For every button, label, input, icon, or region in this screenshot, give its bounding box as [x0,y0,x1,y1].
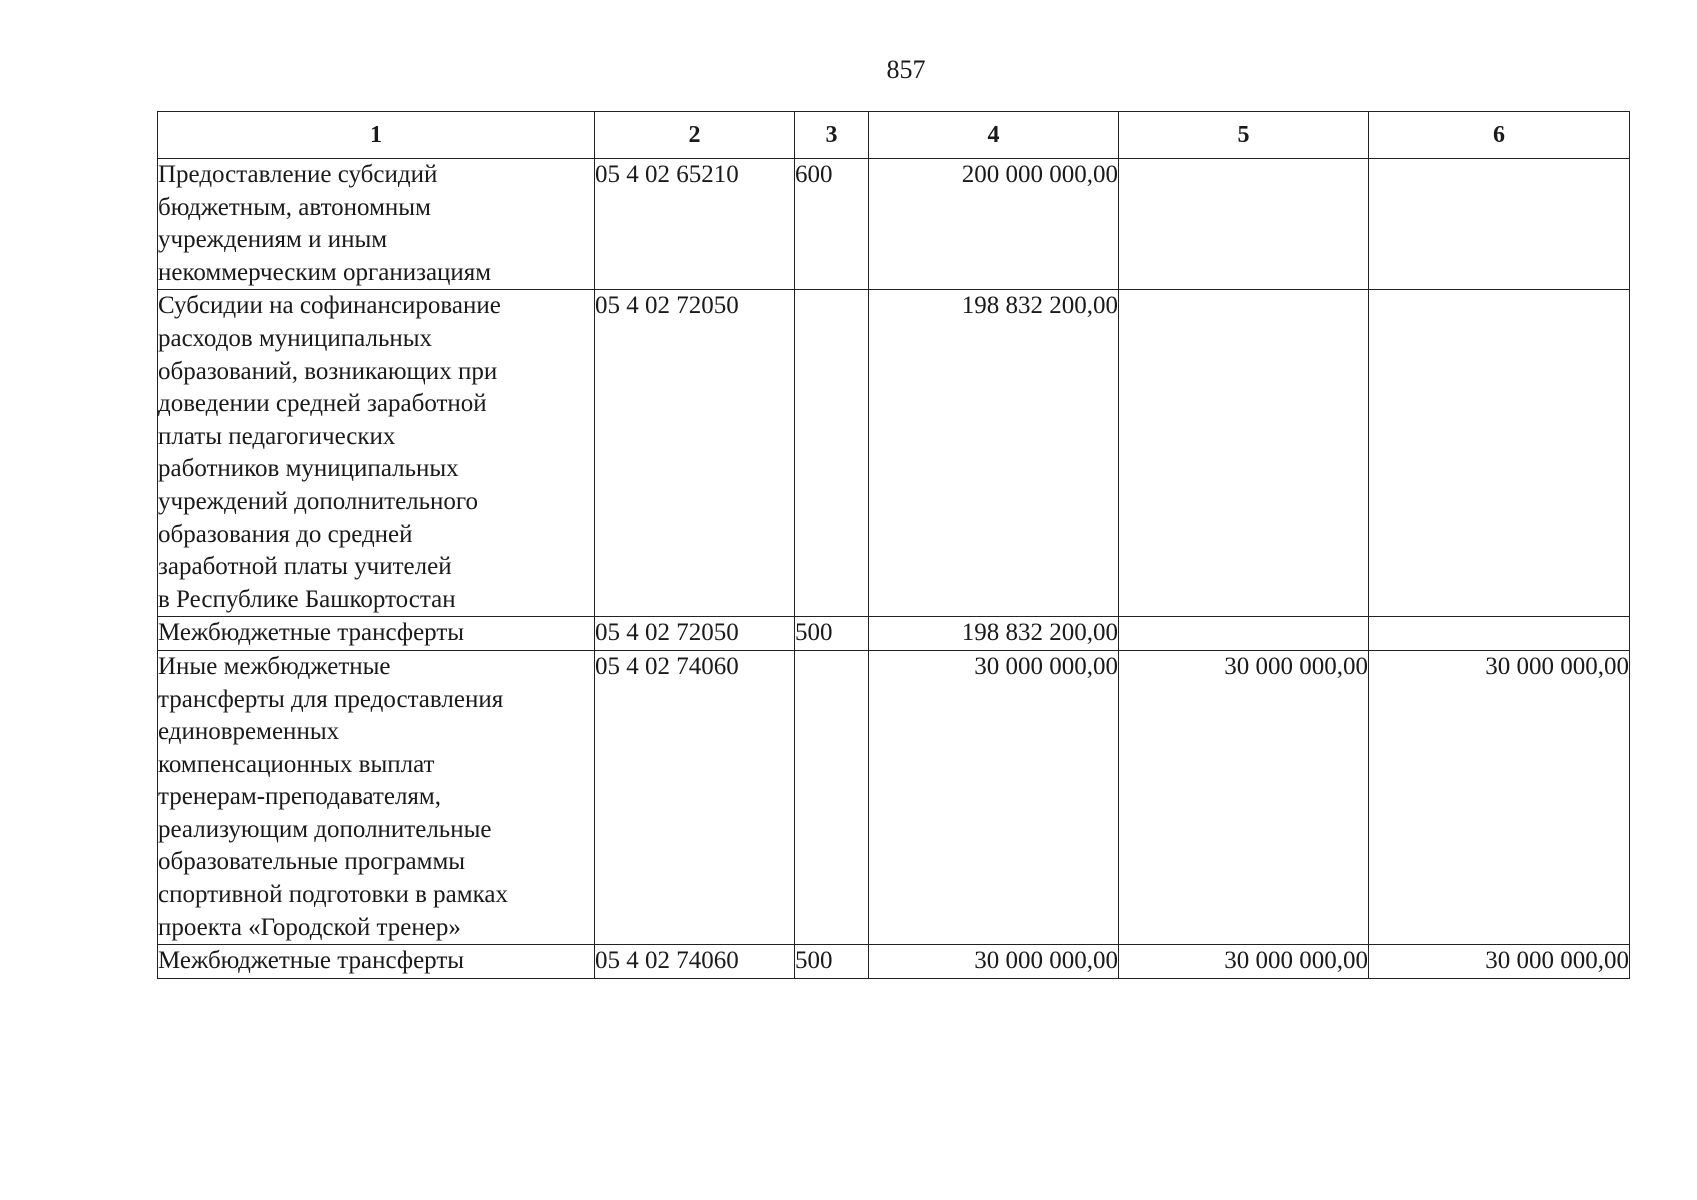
row-type: 500 [795,945,869,979]
row-name-line: бюджетным, автономным [158,193,431,221]
row-name-line: Иные межбюджетные [158,652,391,680]
row-name-line: реализующим дополнительные [158,815,492,843]
row-name-line: работников муниципальных [158,455,459,483]
table-row [158,617,1630,651]
row-code: 05 4 02 72050 [595,290,795,617]
row-value-6 [1369,290,1630,617]
column-header-6: 6 [1369,112,1630,159]
row-value-5: 30 000 000,00 [1119,945,1369,979]
row-value-5 [1119,290,1369,617]
row-name-line: платы педагогических [158,422,396,450]
row-name-line: Межбюджетные трансферты [158,619,465,647]
row-value-4: 30 000 000,00 [869,650,1119,944]
row-type: 500 [795,617,869,651]
table-row [158,650,1630,944]
row-name [158,290,595,617]
column-header-3: 3 [795,112,869,159]
row-name-line: образования до средней [158,520,413,548]
row-name-line: расходов муниципальных [158,324,433,352]
row-name-line: образований, возникающих при [158,357,498,385]
table-row [158,290,1630,617]
row-name-line: заработной платы учителей [158,553,452,581]
row-name-line: доведении средней заработной [158,390,487,418]
row-name-line: проекта «Городской тренер» [158,913,461,941]
table-row [158,945,1630,979]
row-name-line: учреждениям и иным [158,226,388,254]
column-header-2: 2 [595,112,795,159]
row-name-line: учреждений дополнительного [158,487,479,515]
budget-table [157,111,1630,979]
row-value-4: 198 832 200,00 [869,290,1119,617]
row-value-4: 198 832 200,00 [869,617,1119,651]
row-name [158,159,595,290]
row-name-line: Предоставление субсидий [158,161,438,188]
column-header-5: 5 [1119,112,1369,159]
row-value-6: 30 000 000,00 [1369,945,1630,979]
row-code: 05 4 02 74060 [595,650,795,944]
row-code: 05 4 02 72050 [595,617,795,651]
row-code: 05 4 02 65210 [595,159,795,290]
column-header-4: 4 [869,112,1119,159]
row-value-6 [1369,159,1630,290]
row-name [158,650,595,944]
column-header-1: 1 [158,112,595,159]
row-name-line: некоммерческим организациям [158,258,492,286]
table-row [158,159,1630,290]
row-value-5 [1119,617,1369,651]
row-name-line: трансферты для предоставления [158,685,504,713]
row-type [795,290,869,617]
row-value-6 [1369,617,1630,651]
row-name-line: Межбюджетные трансферты [158,947,465,975]
row-name-line: образовательные программы [158,848,466,876]
row-name [158,945,595,979]
row-type [795,650,869,944]
row-name-line: в Республике Башкортостан [158,585,456,613]
row-value-5: 30 000 000,00 [1119,650,1369,944]
row-value-6: 30 000 000,00 [1369,650,1630,944]
row-name-line: тренерам-преподавателям, [158,783,441,811]
row-name [158,617,595,651]
header-row [158,112,1630,159]
row-name-line: спортивной подготовки в рамках [158,881,508,909]
row-code: 05 4 02 74060 [595,945,795,979]
row-name-line: Субсидии на софинансирование [158,292,501,320]
row-name-line: единовременных [158,718,340,746]
row-type: 600 [795,159,869,290]
row-value-4: 30 000 000,00 [869,945,1119,979]
row-value-5 [1119,159,1369,290]
row-value-4: 200 000 000,00 [869,159,1119,290]
row-name-line: компенсационных выплат [158,750,435,778]
page-number: 857 [886,55,926,84]
